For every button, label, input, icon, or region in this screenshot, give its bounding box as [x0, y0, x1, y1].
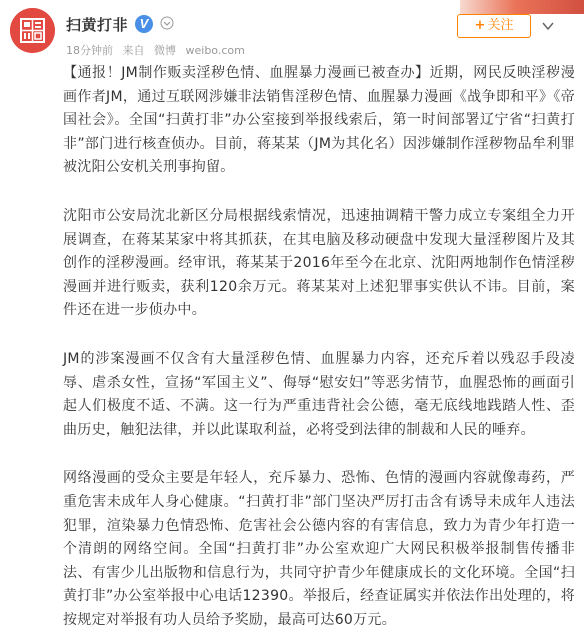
seal-avatar-icon — [10, 8, 55, 53]
post-timestamp[interactable]: 18分钟前 — [66, 44, 113, 57]
follow-button[interactable] — [457, 14, 531, 38]
post-content — [63, 62, 575, 632]
source-prefix: 来自 — [122, 44, 145, 57]
post-paragraph: JM的涉案漫画不仅含有大量淫秽色情、血腥暴力内容，还充斥着以残忍手段凌辱、虐杀女性，宣扬“军国主义”、侮辱“慰安妇”等恶劣情节，血腥恐怖的画面引起人们极度不适、不满。这一行为严重违背社会公德，毫无底线地践踏人性、歪曲历史，触犯法律，并以此谋取利益，必将受到法律的制裁和人民的唾弃。 — [63, 350, 575, 438]
post-paragraph: 沈阳市公安局沈北新区分局根据线索情况，迅速抽调精干警力成立专案组全力开展调查，在蒋某某家中将其抓获，在其电脑及移动硬盘中发现大量淫秽图片及其创作的淫秽漫画。经审讯，蒋某某于2016年至今在北京、沈阳两地制作色情淫秽漫画并进行贩卖，获利120余万元。蒋某某对上述犯罪事实供认不讳。目前，案件还在进一步侦办中。 — [63, 207, 575, 319]
post-meta — [66, 42, 251, 58]
caret-down-icon[interactable] — [542, 21, 554, 31]
follow-label: 关注 — [487, 18, 514, 33]
post-header — [0, 0, 584, 62]
site-name: weibo.com — [185, 44, 245, 57]
post-paragraph: 【通报！JM制作贩卖淫秽色情、血腥暴力漫画已被查办】近期，网民反映淫秽漫画作者JM，通过互联网涉嫌非法销售淫秽色情、血腥暴力漫画《战争即和平》《帝国社会》。全国“扫黄打非”办公室接到举报线索后，第一时间部署辽宁省“扫黄打非”部门进行核查侦办。目前，蒋某某（JM为其化名）因涉嫌制作淫秽物品牟利罪被沈阳公安机关刑事拘留。 — [63, 65, 575, 176]
plus-icon: + — [474, 18, 486, 33]
post-source[interactable]: 微博 — [154, 44, 176, 57]
banner-decoration — [460, 0, 584, 14]
verified-v-icon: V — [135, 15, 153, 33]
chevron-down-icon[interactable] — [160, 16, 174, 30]
avatar[interactable] — [10, 8, 55, 53]
author-name[interactable]: 扫黄打非 — [66, 16, 129, 34]
post-paragraph: 网络漫画的受众主要是年轻人，充斥暴力、恐怖、色情的漫画内容就像毒药，严重危害未成年人身心健康。“扫黄打非”部门坚决严厉打击含有诱导未成年人违法犯罪，渲染暴力色情恐怖、危害社会公德内容的有害信息，致力为青少年打造一个清朗的网络空间。全国“扫黄打非”办公室欢迎广大网民积极举报制售传播非法、有害少儿出版物和信息行为，共同守护青少年健康成长的文化环境。全国“扫黄打非”办公室举报中心电话12390。举报后，经查证属实并依法作出处理的，将按规定对举报有功人员给予奖励，最高可达60万元。 — [63, 470, 575, 628]
